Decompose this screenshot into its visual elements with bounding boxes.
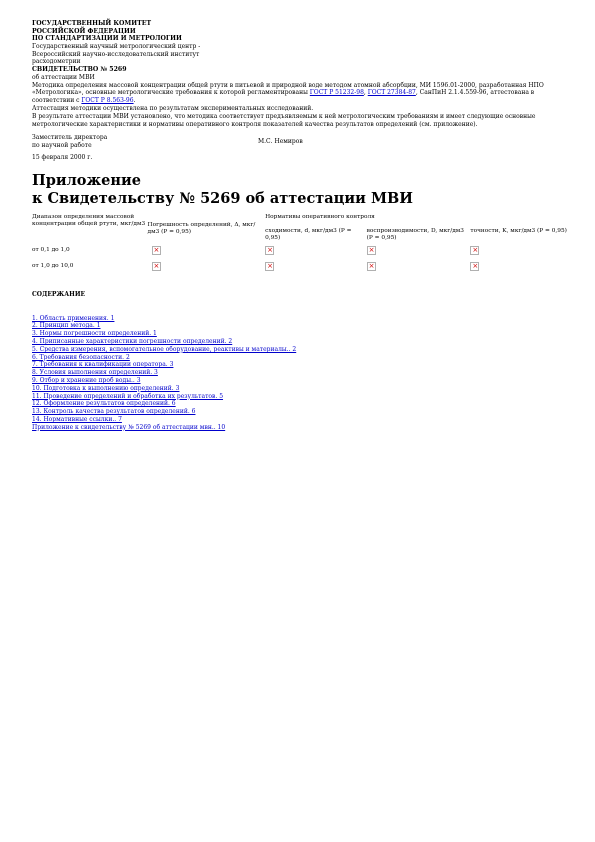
- toc-item[interactable]: 1. Область применения. 1: [32, 314, 115, 322]
- table-row: [32, 258, 572, 274]
- org-line: ГОСУДАРСТВЕННЫЙ КОМИТЕТ: [32, 20, 152, 27]
- signature-block: [32, 134, 572, 150]
- broken-image-icon: [367, 262, 376, 271]
- toc-item[interactable]: 3. Нормы погрешности определений. 1: [32, 330, 157, 338]
- reproducibility-header: воспроизводимости, D, мкг/дм3 (P = 0,95): [366, 227, 464, 242]
- toc-item[interactable]: 11. Проведение определений и обработка их результатов. 5: [32, 392, 224, 400]
- table-of-contents: [32, 315, 572, 432]
- toc-item[interactable]: 9. Отбор и хранение проб воды.. 3: [32, 376, 141, 384]
- result-paragraph: В результате аттестации МВИ установлено, что методика соответствует предъявляемым к ней метрологическим требованиям и имеет следующие основные метрологические характеристики и нормативы оперативного контроля показателей качества результатов определений (см. приложение).: [32, 112, 536, 128]
- range-cell: от 1,0 до 10,0: [32, 263, 74, 270]
- toc-item[interactable]: 6. Требования безопасности. 2: [32, 353, 130, 361]
- toc-item[interactable]: 12. Оформление результатов определений. 6: [32, 400, 176, 408]
- broken-image-icon: [265, 262, 274, 271]
- attestation-paragraph: Аттестация методики осуществлена по результатам экспериментальных исследований.: [32, 104, 314, 112]
- accuracy-header: точности, K, мкг/дм3 (P = 0,95): [470, 227, 567, 234]
- organization-header: [32, 20, 572, 43]
- metrology-table: [32, 214, 572, 275]
- toc-item[interactable]: Приложение к свидетельству № 5269 об аттестации мвн.. 10: [32, 423, 226, 431]
- range-cell: от 0,1 до 1,0: [32, 246, 70, 253]
- org-line: ПО СТАНДАРТИЗАЦИИ И МЕТРОЛОГИИ: [32, 35, 182, 43]
- gost-27384-link[interactable]: ГОСТ 27384-87: [367, 89, 416, 97]
- center-name: Государственный научный метрологический центр - Всероссийский научно-исследовательский институт расходометрии: [32, 42, 201, 66]
- broken-image-icon: [152, 262, 161, 271]
- certificate-paragraph: Методика определения массовой концентрации общей ртути в питьевой и природной воде методом атомной абсорбции, МИ 1596.01-2000, разработанная НПО «Метрологика», основные метрологические требования к которой регламентированы ГОСТ Р 51232-98, ГОСТ 27384-87, СанПиН 2.1.4.559-96, аттестована в соответствии с ГОСТ Р 8.563-96.: [32, 81, 544, 105]
- toc-item[interactable]: 13. Контроль качества результатов определений. 6: [32, 408, 196, 416]
- error-header: Погрешность определений, Δ, мкг/дм3 (P = 0,95): [147, 221, 256, 236]
- toc-title: СОДЕРЖАНИЕ: [32, 290, 86, 298]
- toc-item[interactable]: 8. Условия выполнения определений. 3: [32, 369, 158, 377]
- signatory-name: М.С. Немиров: [258, 138, 303, 146]
- toc-item[interactable]: 7. Требования к квалификации оператора. 3: [32, 361, 174, 369]
- signature-date: 15 февраля 2000 г.: [32, 153, 93, 161]
- toc-item[interactable]: 14. Нормативные ссылки.. 7: [32, 415, 122, 423]
- toc-item[interactable]: 5. Средства измерения, вспомогательное оборудование, реактивы и материалы.. 2: [32, 345, 297, 353]
- broken-image-icon: [470, 246, 479, 255]
- repeatability-header: сходимости, d, мкг/дм3 (P = 0,95): [265, 227, 352, 242]
- appendix-title: Приложение к Свидетельству № 5269 об аттестации МВИ: [32, 171, 413, 207]
- range-header: Диапазон определения массовой концентрации общей ртути, мкг/дм3: [32, 213, 146, 228]
- org-line: РОССИЙСКОЙ ФЕДЕРАЦИИ: [32, 27, 136, 35]
- certificate-title: СВИДЕТЕЛЬСТВО № 5269: [32, 66, 127, 74]
- table-row: [32, 243, 572, 258]
- broken-image-icon: [152, 246, 161, 255]
- broken-image-icon: [265, 246, 274, 255]
- gost-r-8563-link[interactable]: ГОСТ Р 8.563-96: [81, 97, 134, 105]
- broken-image-icon: [367, 246, 376, 255]
- gost-r-51232-link[interactable]: ГОСТ Р 51232-98: [309, 89, 364, 97]
- toc-item[interactable]: 10. Подготовка к выполнению определений. 3: [32, 384, 180, 392]
- toc-item[interactable]: 2. Принцип метода. 1: [32, 322, 101, 330]
- broken-image-icon: [470, 262, 479, 271]
- toc-item[interactable]: 4. Приписанные характеристики погрешности определений. 2: [32, 337, 233, 345]
- document-page: [32, 20, 572, 432]
- certificate-subtitle: об аттестации МВИ: [32, 73, 95, 81]
- control-norms-header: Нормативы оперативного контроля: [265, 213, 375, 220]
- signatory-role: Заместитель директора по научной работе: [32, 134, 108, 150]
